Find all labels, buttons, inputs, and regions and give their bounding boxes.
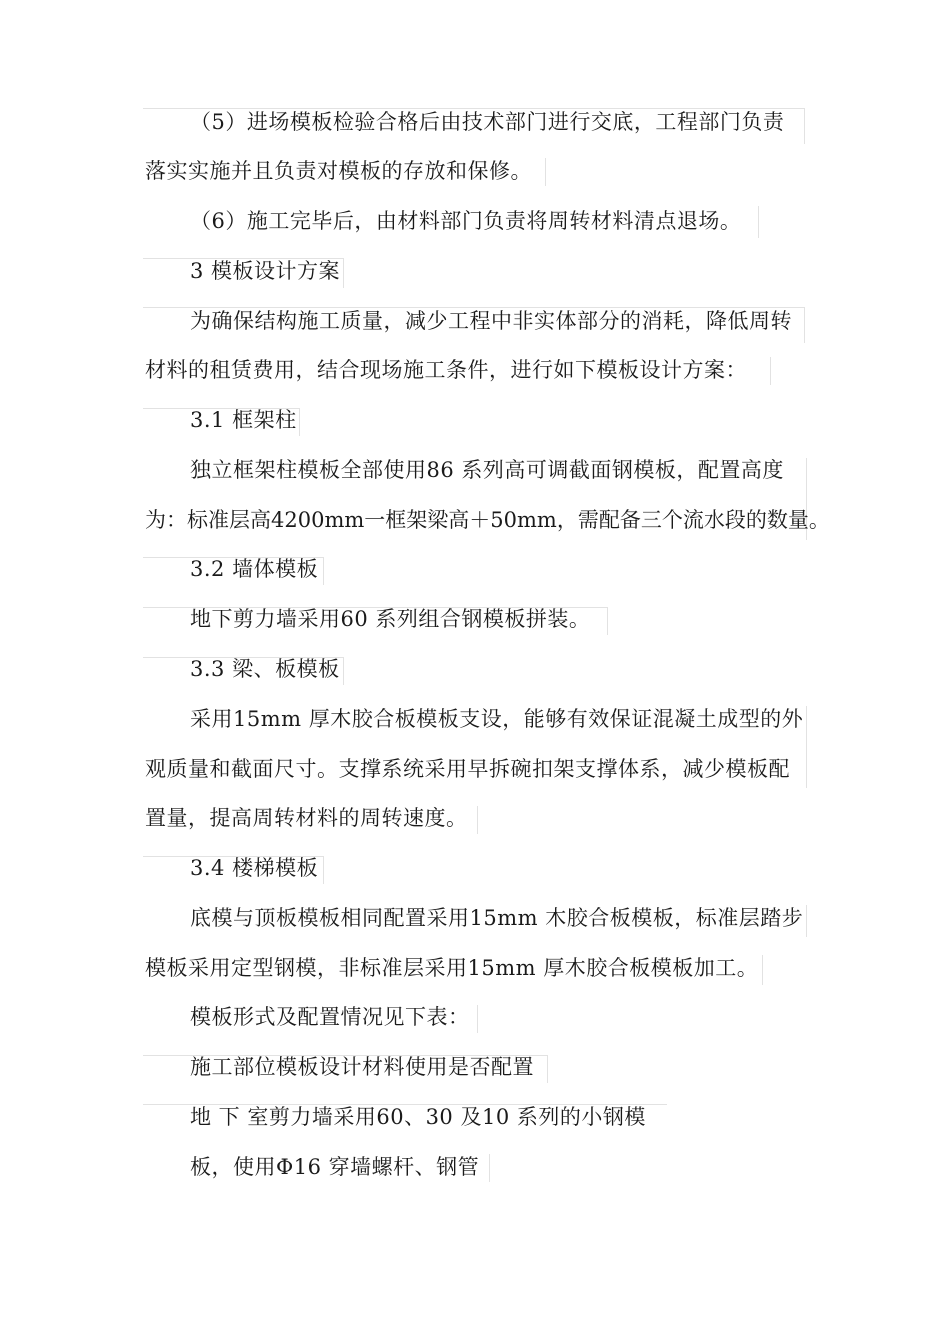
grid-line xyxy=(343,258,344,288)
grid-line xyxy=(343,657,344,685)
grid-line xyxy=(323,557,324,585)
grid-line xyxy=(607,607,608,635)
table-cell-text: 地 下 室剪力墙采用60、30 及10 系列的小钢模 xyxy=(190,1105,646,1129)
paragraph-line: 观质量和截面尺寸。支撑系统采用早拆碗扣架支撑体系，减少模板配 xyxy=(145,757,790,781)
paragraph-line: 落实实施并且负责对模板的存放和保修。 xyxy=(145,159,532,183)
paragraph-line: 为：标准层高4200mm一框架梁高＋50mm，需配备三个流水段的数量。 xyxy=(145,508,830,532)
table-header-text: 施工部位模板设计材料使用是否配置 xyxy=(190,1055,534,1079)
paragraph-line: 模板形式及配置情况见下表： xyxy=(190,1005,470,1029)
paragraph-line: 采用15mm 厚木胶合板模板支设，能够有效保证混凝土成型的外 xyxy=(190,707,804,731)
grid-line xyxy=(489,1154,490,1182)
paragraph-line: 独立框架柱模板全部使用86 系列高可调截面钢模板，配置高度 xyxy=(190,458,784,482)
grid-line xyxy=(477,806,478,834)
paragraph-line: 底模与顶板模板相同配置采用15mm 木胶合板模板，标准层踏步 xyxy=(190,906,804,930)
grid-line xyxy=(758,206,759,238)
subsection-heading: 3.1 框架柱 xyxy=(190,408,297,432)
paragraph-line: （5）进场模板检验合格后由技术部门进行交底，工程部门负责 xyxy=(190,110,785,134)
subsection-heading: 3.3 梁、板模板 xyxy=(190,657,340,681)
grid-line xyxy=(323,856,324,884)
grid-line xyxy=(547,1055,548,1083)
grid-line xyxy=(806,905,807,937)
grid-line xyxy=(477,1005,478,1033)
grid-line xyxy=(804,108,805,144)
paragraph-line: （6）施工完毕后，由材料部门负责将周转材料清点退场。 xyxy=(190,209,742,233)
grid-line xyxy=(762,955,763,985)
grid-line xyxy=(804,307,805,343)
section-heading: 3 模板设计方案 xyxy=(190,259,341,283)
table-cell-text: 板，使用Φ16 穿墙螺杆、钢管 xyxy=(190,1155,480,1179)
grid-line xyxy=(770,357,771,385)
subsection-heading: 3.2 墙体模板 xyxy=(190,557,319,581)
paragraph-line: 为确保结构施工质量，减少工程中非实体部分的消耗，降低周转 xyxy=(190,309,792,333)
paragraph-line: 地下剪力墙采用60 系列组合钢模板拼装。 xyxy=(190,607,591,631)
paragraph-line: 模板采用定型钢模，非标准层采用15mm 厚木胶合板模板加工。 xyxy=(145,956,759,980)
grid-line xyxy=(299,408,300,436)
paragraph-line: 材料的租赁费用，结合现场施工条件，进行如下模板设计方案： xyxy=(145,358,747,382)
grid-line xyxy=(545,158,546,186)
grid-line xyxy=(806,706,807,788)
subsection-heading: 3.4 楼梯模板 xyxy=(190,856,319,880)
paragraph-line: 置量，提高周转材料的周转速度。 xyxy=(145,806,468,830)
